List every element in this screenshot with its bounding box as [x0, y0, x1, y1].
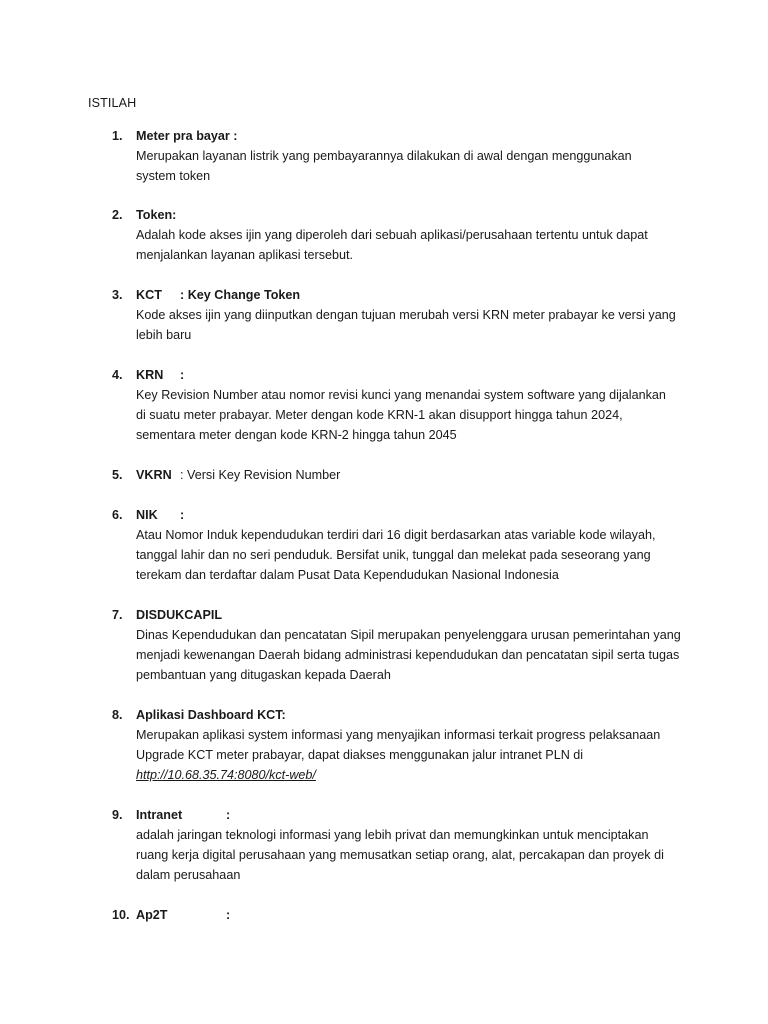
- item-term: Token:: [136, 208, 177, 222]
- item-definition: Atau Nomor Induk kependudukan terdiri dari 16 digit berdasarkan atas variable kode wilayah, tanggal lahir dan no seri penduduk. Bersifat unik, tunggal dan melekat pada seseorang yang terekam dan terdaftar dalam Pusat Data Kependudukan Nasional Indonesia: [136, 528, 656, 582]
- item-term: DISDUKCAPIL: [136, 608, 223, 622]
- item-separator: : Key Change Token: [180, 288, 301, 302]
- item-separator: :: [226, 908, 231, 922]
- item-term: NIK: [136, 508, 158, 522]
- item-separator: :: [180, 368, 185, 382]
- item-number: 2.: [112, 208, 123, 222]
- item-number: 5.: [112, 468, 123, 482]
- item-number: 8.: [112, 708, 123, 722]
- item-number: 10.: [112, 908, 130, 922]
- item-term: KCT: [136, 288, 162, 302]
- document-title: ISTILAH: [88, 96, 137, 110]
- item-definition: Merupakan aplikasi system informasi yang menyajikan informasi terkait progress pelaksanaan Upgrade KCT meter prabayar, dapat diakses menggunakan jalur intranet PLN di: [136, 728, 661, 762]
- item-term: Meter pra bayar :: [136, 129, 238, 143]
- item-separator: : Versi Key Revision Number: [180, 468, 341, 482]
- item-number: 7.: [112, 608, 123, 622]
- item-term: Aplikasi Dashboard KCT:: [136, 708, 286, 722]
- item-definition: Key Revision Number atau nomor revisi kunci yang menandai system software yang dijalankan di suatu meter prabayar. Meter dengan kode KRN-1 akan disupport hingga tahun 2024, sementara meter dengan kode KRN-2 hingga tahun 2045: [136, 388, 666, 442]
- item-definition: Merupakan layanan listrik yang pembayarannya dilakukan di awal dengan menggunakan system token: [136, 149, 632, 183]
- item-separator: :: [226, 808, 231, 822]
- item-term: Ap2T: [136, 908, 168, 922]
- item-term: KRN: [136, 368, 164, 382]
- item-term: VKRN: [136, 468, 172, 482]
- item-definition: Adalah kode akses ijin yang diperoleh dari sebuah aplikasi/perusahaan tertentu untuk dapat menjalankan layanan aplikasi tersebut.: [136, 228, 648, 262]
- item-definition: adalah jaringan teknologi informasi yang lebih privat dan memungkinkan untuk menciptakan ruang kerja digital perusahaan yang memusatkan setiap orang, alat, percakapan dan proyek di dalam perusahaan: [136, 828, 664, 882]
- item-number: 9.: [112, 808, 123, 822]
- item-term: Intranet: [136, 808, 183, 822]
- item-definition: Dinas Kependudukan dan pencatatan Sipil merupakan penyelenggara urusan pemerintahan yang menjadi kewenangan Daerah bidang administrasi kependudukan dan pencatatan sipil serta tugas pembantuan yang ditugaskan kepada Daerah: [136, 628, 681, 682]
- item-number: 6.: [112, 508, 123, 522]
- item-number: 1.: [112, 129, 123, 143]
- dashboard-url-link[interactable]: http://10.68.35.74:8080/kct-web/: [136, 768, 316, 782]
- item-number: 4.: [112, 368, 123, 382]
- item-separator: :: [180, 508, 185, 522]
- item-definition: Kode akses ijin yang diinputkan dengan tujuan merubah versi KRN meter prabayar ke versi yang lebih baru: [136, 308, 676, 342]
- item-number: 3.: [112, 288, 123, 302]
